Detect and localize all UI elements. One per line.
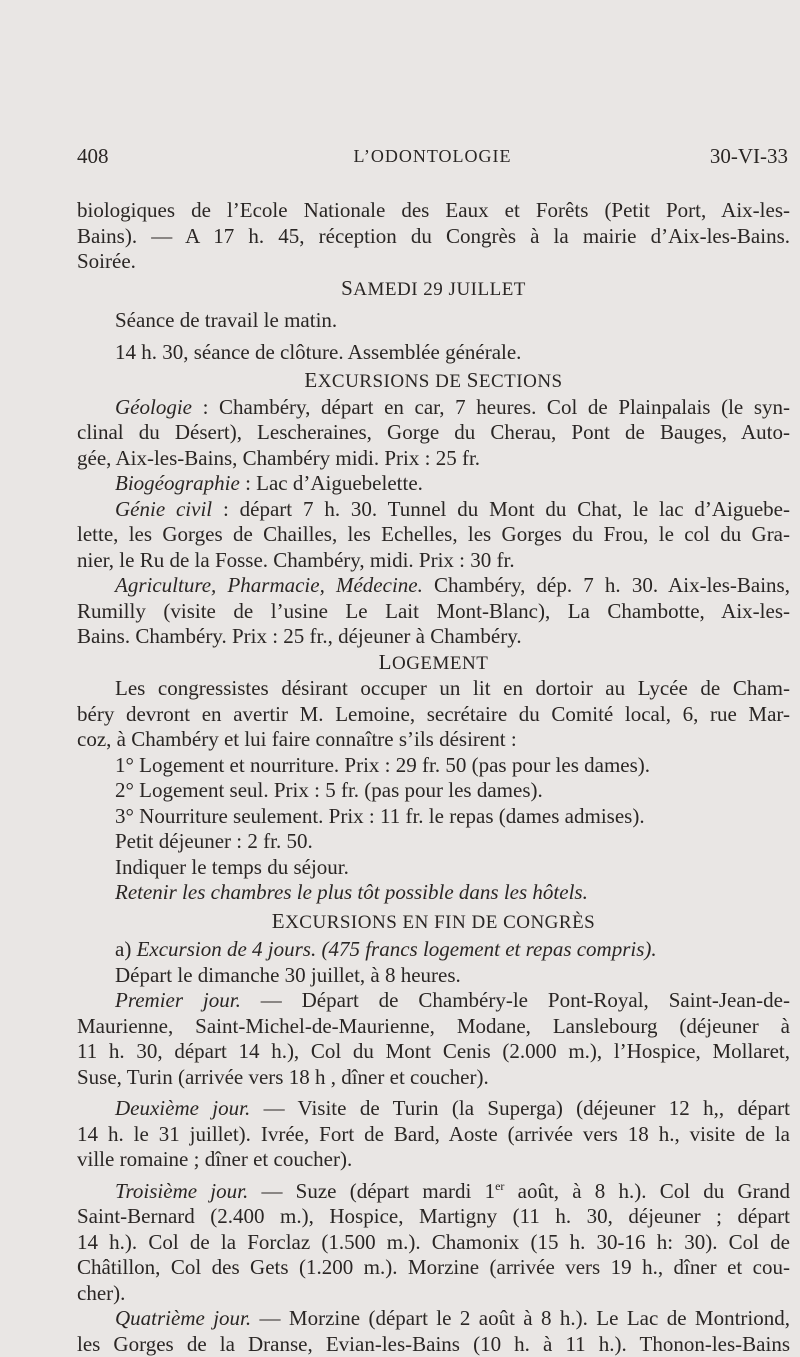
- section-heading-excursions-sections: EXCURSIONS DE SECTIONS: [304, 368, 563, 392]
- text-line: cher).: [77, 1280, 126, 1305]
- text-line: 11 h. 30, départ 14 h.), Col du Mont Cenis (2.000 m.), l’Hospice, Mollaret,: [77, 1039, 790, 1063]
- text-line: Départ le dimanche 30 juillet, à 8 heures.: [115, 962, 461, 987]
- text-line: Maurienne, Saint-Michel-de-Maurienne, Modane, Lanslebourg (déjeuner à: [77, 1013, 790, 1038]
- label-geologie: Géologie: [115, 394, 192, 419]
- text-line: Suse, Turin (arrivée vers 18 h , dîner et coucher).: [77, 1064, 489, 1089]
- text-line: Châtillon, Col des Gets (1.200 m.). Morzine (arrivée vers 19 h., dîner et cou-: [77, 1255, 790, 1279]
- list-item: Petit déjeuner : 2 fr. 50.: [115, 829, 313, 853]
- text-line: Deuxième jour. — Visite de Turin (la Superga) (déjeuner 12 h,, départ: [115, 1096, 790, 1120]
- text-line: béry devront en avertir M. Lemoine, secrétaire du Comité local, 6, rue Mar-: [77, 701, 790, 726]
- text-line: Agriculture, Pharmacie, Médecine. Chambéry, dép. 7 h. 30. Aix-les-Bains,: [115, 573, 790, 597]
- text-line: Les congressistes désirant occuper un lit en dortoir au Lycée de Cham-: [115, 676, 790, 700]
- text-line: les Gorges de la Dranse, Evian-les-Bains (10 h. à 11 h.). Thonon-les-Bains: [77, 1331, 790, 1356]
- list-item: 2° Logement seul. Prix : 5 fr. (pas pour les dames).: [115, 778, 543, 802]
- text-line: Géologie : Chambéry, départ en car, 7 heures. Col de Plainpalais (le syn-: [115, 394, 790, 419]
- text-line: gée, Aix-les-Bains, Chambéry midi. Prix : 25 fr.: [77, 445, 481, 470]
- text-line: Séance de travail le matin.: [115, 308, 338, 332]
- text-line: Rumilly (visite de l’usine Le Lait Mont-Blanc), La Chambotte, Aix-les-: [77, 598, 790, 623]
- text-line: coz, à Chambéry et lui faire connaître s’ils désirent :: [77, 727, 517, 751]
- section-heading-fin-de-congres: EXCURSIONS EN FIN DE CONGRÈS: [271, 908, 596, 933]
- text-line: Soirée.: [77, 249, 136, 273]
- text-line: Troisième jour. — Suze (départ mardi 1er août, à 8 h.). Col du Grand: [115, 1178, 790, 1203]
- label-premier-jour: Premier jour.: [115, 988, 241, 1012]
- section-heading-samedi: SAMEDI 29 JUILLET: [341, 275, 526, 300]
- page-number: 408: [77, 144, 109, 168]
- text-line: Biogéographie : Lac d’Aiguebelette.: [115, 471, 423, 495]
- text-line: nier, le Ru de la Fosse. Chambéry, midi. Prix : 30 fr.: [77, 547, 515, 572]
- running-title: L’ODONTOLOGIE: [353, 146, 512, 166]
- page-header: [77, 144, 788, 172]
- label-agriculture: Agriculture, Pharmacie, Médecine.: [115, 573, 423, 597]
- text-line: Retenir les chambres le plus tôt possible dans les hôtels.: [115, 880, 588, 904]
- text-line: 14 h. le 31 juillet). Ivrée, Fort de Bard, Aoste (arrivée vers 18 h., visite de la: [77, 1121, 790, 1146]
- text-line: 14 h. 30, séance de clôture. Assemblée générale.: [115, 339, 522, 364]
- label-biogeographie: Biogéographie: [115, 471, 240, 495]
- text-line: Quatrième jour. — Morzine (départ le 2 août à 8 h.). Le Lac de Montriond,: [115, 1306, 790, 1330]
- text-line: Saint-Bernard (2.400 m.), Hospice, Martigny (11 h. 30, déjeuner ; départ: [77, 1204, 790, 1228]
- text-line: a) Excursion de 4 jours. (475 francs logement et repas compris).: [115, 937, 657, 961]
- list-item: Indiquer le temps du séjour.: [115, 854, 349, 879]
- text-line: Bains). — A 17 h. 45, réception du Congrès à la mairie d’Aix-les-Bains.: [77, 223, 790, 248]
- text-line: ville romaine ; dîner et coucher).: [77, 1147, 353, 1171]
- label-troisieme-jour: Troisième jour.: [115, 1178, 249, 1203]
- list-item: 1° Logement et nourriture. Prix : 29 fr. 50 (pas pour les dames).: [115, 752, 651, 777]
- text-line: Génie civil : départ 7 h. 30. Tunnel du Mont du Chat, le lac d’Aiguebe-: [115, 496, 790, 521]
- section-heading-logement: LOGEMENT: [378, 649, 489, 674]
- label-genie-civil: Génie civil: [115, 496, 213, 521]
- text-line: Premier jour. — Départ de Chambéry-le Pont-Royal, Saint-Jean-de-: [115, 988, 790, 1012]
- issue-date: 30-VI-33: [709, 144, 788, 168]
- page-body: [77, 198, 790, 1357]
- list-item: 3° Nourriture seulement. Prix : 11 fr. le repas (dames admises).: [115, 803, 645, 828]
- text-line: clinal du Désert), Lescheraines, Gorge du Cherau, Pont de Bauges, Auto-: [77, 420, 790, 444]
- text-line: Bains. Chambéry. Prix : 25 fr., déjeuner à Chambéry.: [77, 624, 522, 648]
- text-line: biologiques de l’Ecole Nationale des Eaux et Forêts (Petit Port, Aix-les-: [77, 198, 790, 222]
- text-line: lette, les Gorges de Chailles, les Echelles, les Gorges du Frou, le col du Gra-: [77, 522, 790, 546]
- label-quatrieme-jour: Quatrième jour.: [115, 1306, 252, 1330]
- label-deuxieme-jour: Deuxième jour.: [115, 1096, 251, 1120]
- text-line: 14 h.). Col de la Forclaz (1.500 m.). Chamonix (15 h. 30-16 h: 30). Col de: [77, 1229, 790, 1254]
